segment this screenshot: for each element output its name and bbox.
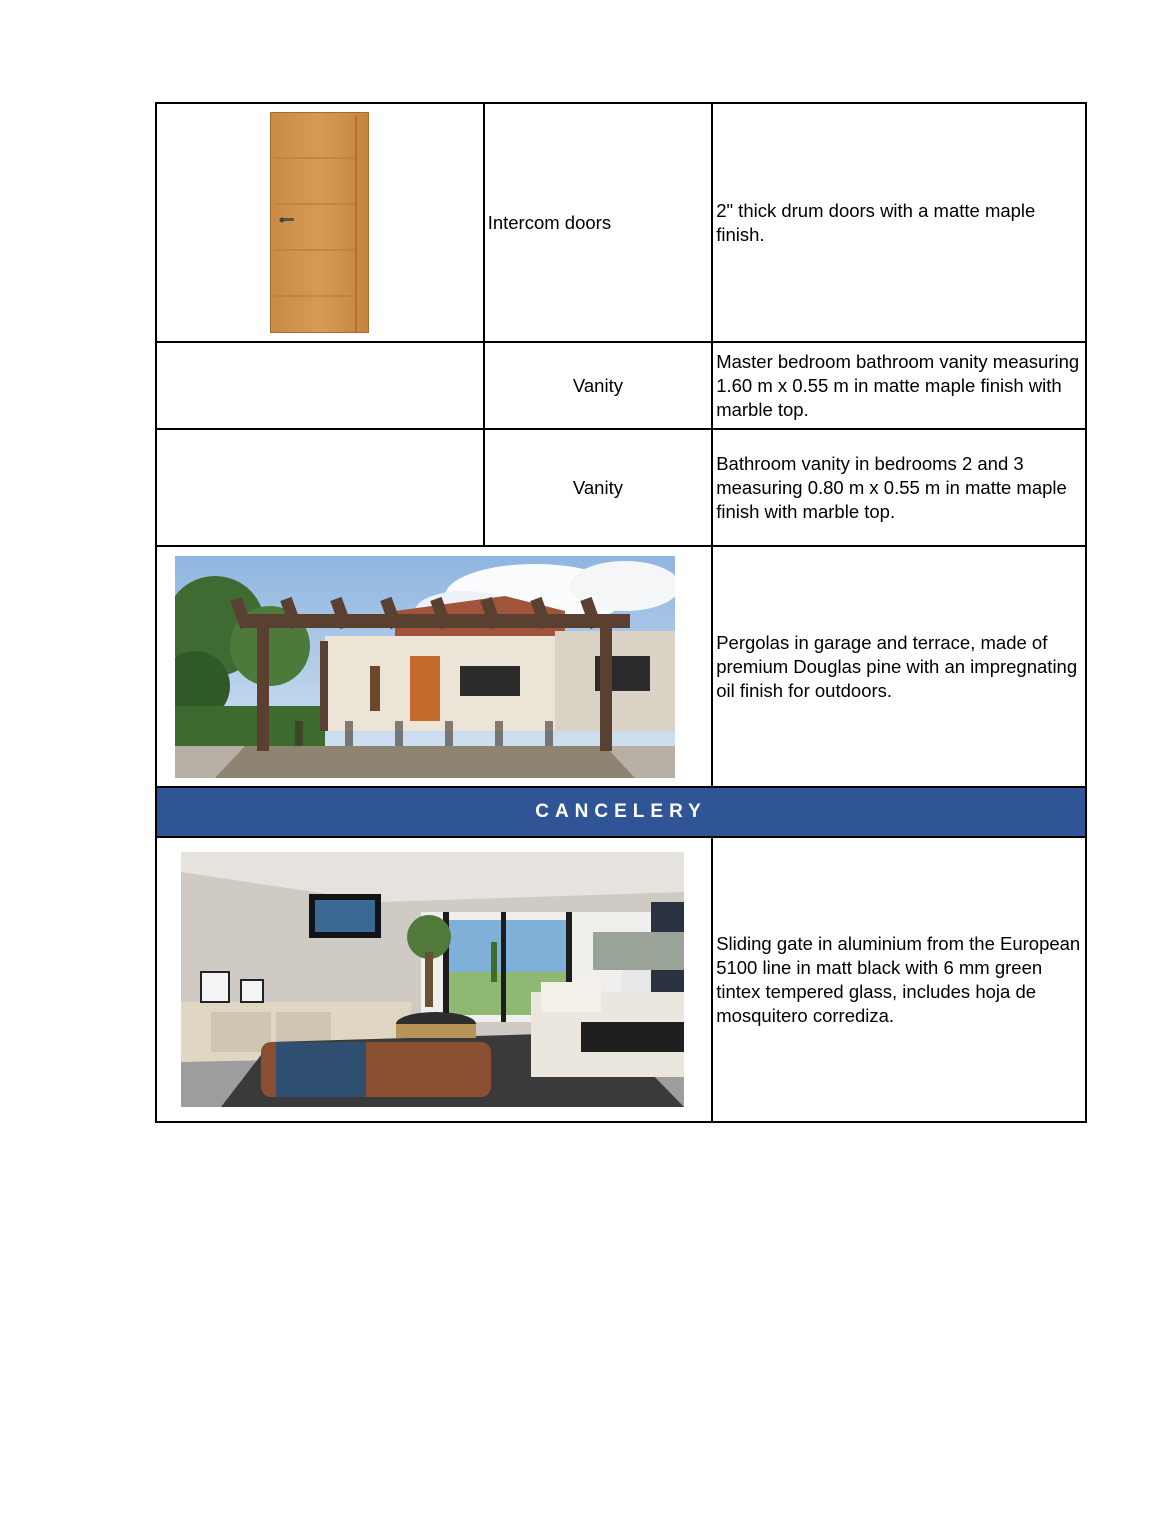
section-header-row [156,787,1086,837]
image-cell [156,837,712,1122]
item-description: Bathroom vanity in bedrooms 2 and 3 measuring 0.80 m x 0.55 m in matte maple finish with marble top. [712,429,1086,546]
door-image [270,112,369,333]
image-cell [156,546,712,787]
item-description: Pergolas in garage and terrace, made of premium Douglas pine with an impregnating oil finish for outdoors. [712,546,1086,787]
image-cell [156,103,484,342]
table-row [156,429,1086,546]
living-room-render [181,852,684,1107]
table-row [156,103,1086,342]
table-row [156,837,1086,1122]
item-description: Master bedroom bathroom vanity measuring 1.60 m x 0.55 m in matte maple finish with marble top. [712,342,1086,429]
pergola-render [175,556,675,778]
table-row [156,546,1086,787]
item-name: Intercom doors [484,103,712,342]
image-cell [156,429,484,546]
item-name: Vanity [484,429,712,546]
table-row [156,342,1086,429]
image-cell [156,342,484,429]
item-name: Vanity [484,342,712,429]
specifications-table [155,102,1087,1123]
item-description: Sliding gate in aluminium from the European 5100 line in matt black with 6 mm green tintex tempered glass, includes hoja de mosquitero corrediza. [712,837,1086,1122]
section-title: CANCELERY [156,787,1086,837]
item-description: 2" thick drum doors with a matte maple finish. [712,103,1086,342]
